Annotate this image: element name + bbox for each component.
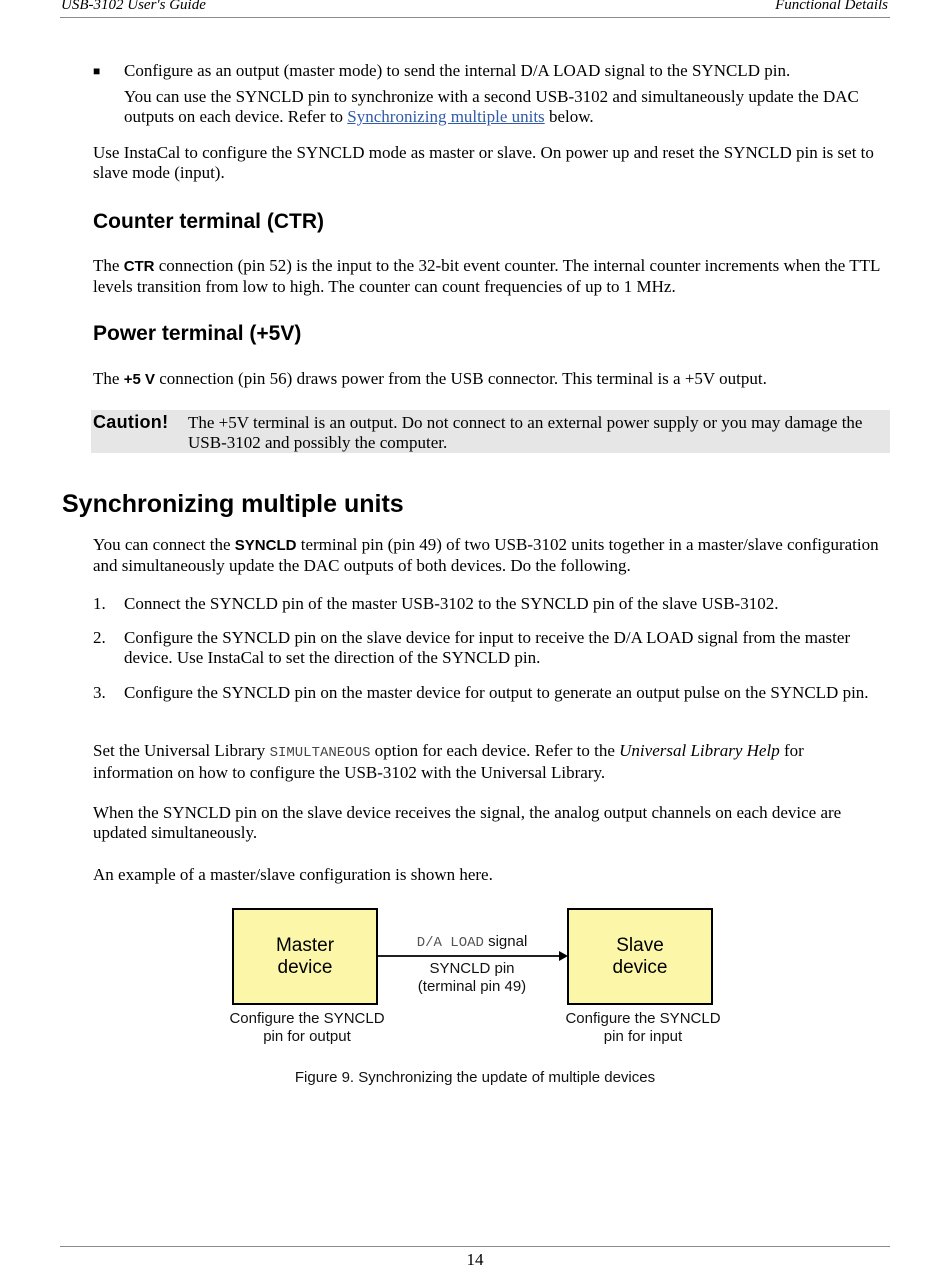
page-number: 14 <box>466 1250 484 1269</box>
footer-rule <box>60 1246 890 1247</box>
master-device-box <box>232 908 378 1005</box>
signal-code: D/A LOAD <box>416 935 484 951</box>
bullet-text-line1: Configure as an output (master mode) to send the internal D/A LOAD signal to the SYNCLD pin. <box>124 61 791 80</box>
power-term: +5 V <box>123 371 155 388</box>
counter-heading: Counter terminal (CTR) <box>93 210 324 233</box>
counter-text-pre: The <box>93 256 124 275</box>
caution-text: The +5V terminal is an output. Do not connect to an external power supply or you may damage the USB-3102 and possibly the computer. <box>188 413 863 452</box>
slave-device-box <box>567 908 713 1005</box>
pin-label <box>376 960 568 996</box>
figure-caption: Figure 9. Synchronizing the update of multiple devices <box>294 1069 656 1086</box>
master-caption <box>207 1010 407 1046</box>
ul-help-reference: Universal Library Help <box>619 741 780 760</box>
counter-paragraph <box>93 256 888 297</box>
sync-intro-post: terminal pin (pin 49) of two USB-3102 units together in a master/slave configuration and simultaneously update the DAC outputs of both devices. Do the following. <box>93 535 879 575</box>
bullet-text-line2-post: below. <box>544 107 594 126</box>
slave-caption <box>543 1010 743 1046</box>
sync-intro-paragraph <box>93 535 888 576</box>
master-label-line1: Master <box>275 935 335 956</box>
signal-label <box>376 933 568 952</box>
slave-label-line1: Slave <box>616 935 664 956</box>
pin-label-line1: SYNCLD pin <box>429 960 515 977</box>
step-number: 2. <box>93 628 106 647</box>
power-heading: Power terminal (+5V) <box>93 322 302 345</box>
step-text: Connect the SYNCLD pin of the master USB-3102 to the SYNCLD pin of the slave USB-3102. <box>124 594 779 613</box>
ul-text-mid: option for each device. Refer to the <box>370 741 620 760</box>
slave-caption-line2: pin for input <box>603 1028 683 1045</box>
slave-caption-line1: Configure the SYNCLD <box>565 1010 721 1027</box>
example-paragraph: An example of a master/slave configuration is shown here. <box>93 865 493 884</box>
bullet-text-line2-pre: You can use the SYNCLD pin to synchronize with a second USB-3102 and simultaneously update the DAC outputs on each device. Refer to <box>124 87 859 126</box>
power-text-pre: The <box>93 369 124 388</box>
power-paragraph <box>93 369 888 390</box>
master-caption-line2: pin for output <box>263 1028 351 1045</box>
bullet-marker: ■ <box>93 64 101 78</box>
caution-box <box>91 410 890 453</box>
power-text-post: connection (pin 56) draws power from the USB connector. This terminal is a +5V output. <box>154 369 767 388</box>
master-caption-line1: Configure the SYNCLD <box>229 1010 385 1027</box>
slave-label-line2: device <box>612 957 668 978</box>
bullet-text-line2 <box>124 87 864 127</box>
pin-label-line2: (terminal pin 49) <box>417 978 527 995</box>
syncld-term: SYNCLD <box>234 537 297 554</box>
ctr-term: CTR <box>123 258 155 275</box>
header-doc-title: USB-3102 User's Guide <box>61 0 206 13</box>
ul-text-pre: Set the Universal Library <box>93 741 270 760</box>
counter-text-post: connection (pin 52) is the input to the 32-bit event counter. The internal counter increments when the TTL levels transition from low to high. The counter can count frequencies of up to 1 MHz. <box>93 256 880 296</box>
step-number: 1. <box>93 594 106 613</box>
step-number: 3. <box>93 683 106 702</box>
step-text: Configure the SYNCLD pin on the slave device for input to receive the D/A LOAD signal from the master device. Use InstaCal to set the direction of the SYNCLD pin. <box>124 628 851 667</box>
header-section-title: Functional Details <box>775 0 888 13</box>
master-label-line2: device <box>277 957 333 978</box>
caution-label: Caution! <box>93 412 169 432</box>
ul-text-post: for information on how to configure the USB-3102 with the Universal Library. <box>93 741 804 782</box>
sync-heading: Synchronizing multiple units <box>62 490 404 518</box>
universal-library-paragraph <box>93 741 883 783</box>
sync-units-link[interactable]: Synchronizing multiple units <box>347 107 545 126</box>
step-text: Configure the SYNCLD pin on the master device for output to generate an output pulse on the SYNCLD pin. <box>124 683 869 702</box>
page-header <box>60 0 890 18</box>
signal-text: signal <box>483 933 528 950</box>
when-paragraph: When the SYNCLD pin on the slave device receives the signal, the analog output channels on each device are updated simultaneously. <box>93 803 842 842</box>
ul-code-option: SIMULTANEOUS <box>269 745 371 761</box>
sync-intro-pre: You can connect the <box>93 535 235 554</box>
instacal-paragraph: Use InstaCal to configure the SYNCLD mode as master or slave. On power up and reset the SYNCLD pin is set to slave mode (input). <box>93 143 874 182</box>
